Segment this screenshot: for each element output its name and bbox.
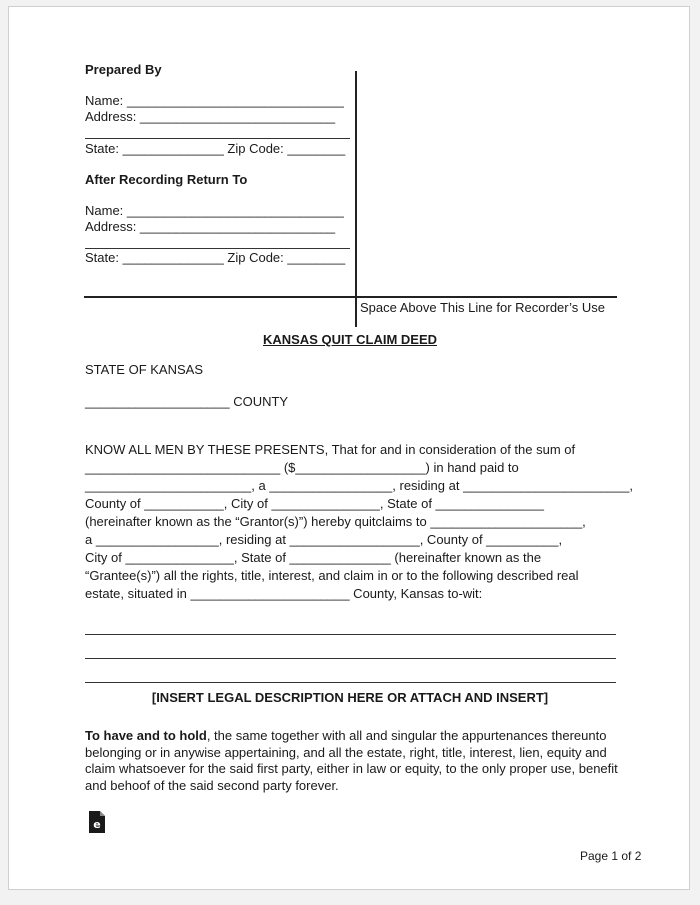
return-to-address: Address: ___________________________	[85, 219, 336, 234]
body-line: a _________________, residing at __________________, County of __________,	[85, 532, 563, 547]
county-line: ____________________ COUNTY	[85, 394, 289, 409]
body-line: (hereinafter known as the “Grantor(s)”) hereby quitclaims to _____________________,	[85, 514, 586, 529]
body-line: _______________________, a _________________, residing at _______________________,	[85, 478, 633, 493]
legal-description-line-1	[85, 634, 616, 635]
body-line: City of _______________, State of ______________ (hereinafter known as the	[85, 550, 542, 565]
document-title: KANSAS QUIT CLAIM DEED	[262, 332, 438, 347]
body-line: County of ___________, City of _______________, State of _______________	[85, 496, 545, 511]
return-to-state-zip: State: ______________ Zip Code: ________	[85, 250, 346, 265]
insert-legal-description-note: [INSERT LEGAL DESCRIPTION HERE OR ATTACH AND INSERT]	[151, 690, 549, 705]
prepared-by-name: Name: ______________________________	[85, 93, 344, 108]
body-line: ___________________________ ($__________________) in hand paid to	[85, 460, 519, 475]
habendum-paragraph	[85, 728, 625, 794]
prepared-by-state-zip: State: ______________ Zip Code: ________	[85, 141, 346, 156]
habendum-lead: To have and to hold	[85, 728, 207, 743]
legal-description-line-3	[85, 682, 616, 683]
return-to-heading: After Recording Return To	[85, 172, 248, 187]
recorder-box-horizontal-rule	[84, 296, 617, 298]
return-to-address-line2	[85, 248, 350, 249]
page-number: Page 1 of 2	[580, 849, 642, 863]
svg-text:e: e	[93, 818, 101, 831]
recorder-box-vertical-rule	[355, 71, 357, 327]
prepared-by-address: Address: ___________________________	[85, 109, 336, 124]
legal-description-line-2	[85, 658, 616, 659]
state-line: STATE OF KANSAS	[85, 362, 203, 377]
body-line: estate, situated in ______________________ County, Kansas to-wit:	[85, 586, 483, 601]
body-line: KNOW ALL MEN BY THESE PRESENTS, That for and in consideration of the sum of	[85, 442, 576, 457]
habendum-rest: , the same together with all and singular the appurtenances thereunto belonging or in anywise appertaining, and all the estate, right, title, interest, lien, equity and claim whatsoever for the said first party, either in law or equity, to the only proper use, benefit and behoof of the said second party forever.	[85, 728, 618, 793]
deed-page	[8, 6, 690, 890]
body-line: “Grantee(s)”) all the rights, title, interest, and claim in or to the following described real	[85, 568, 579, 583]
recorder-use-note: Space Above This Line for Recorder’s Use	[360, 300, 605, 315]
prepared-by-heading: Prepared By	[85, 62, 162, 77]
return-to-name: Name: ______________________________	[85, 203, 344, 218]
document-e-logo-icon	[89, 811, 105, 833]
prepared-by-address-line2	[85, 138, 350, 139]
